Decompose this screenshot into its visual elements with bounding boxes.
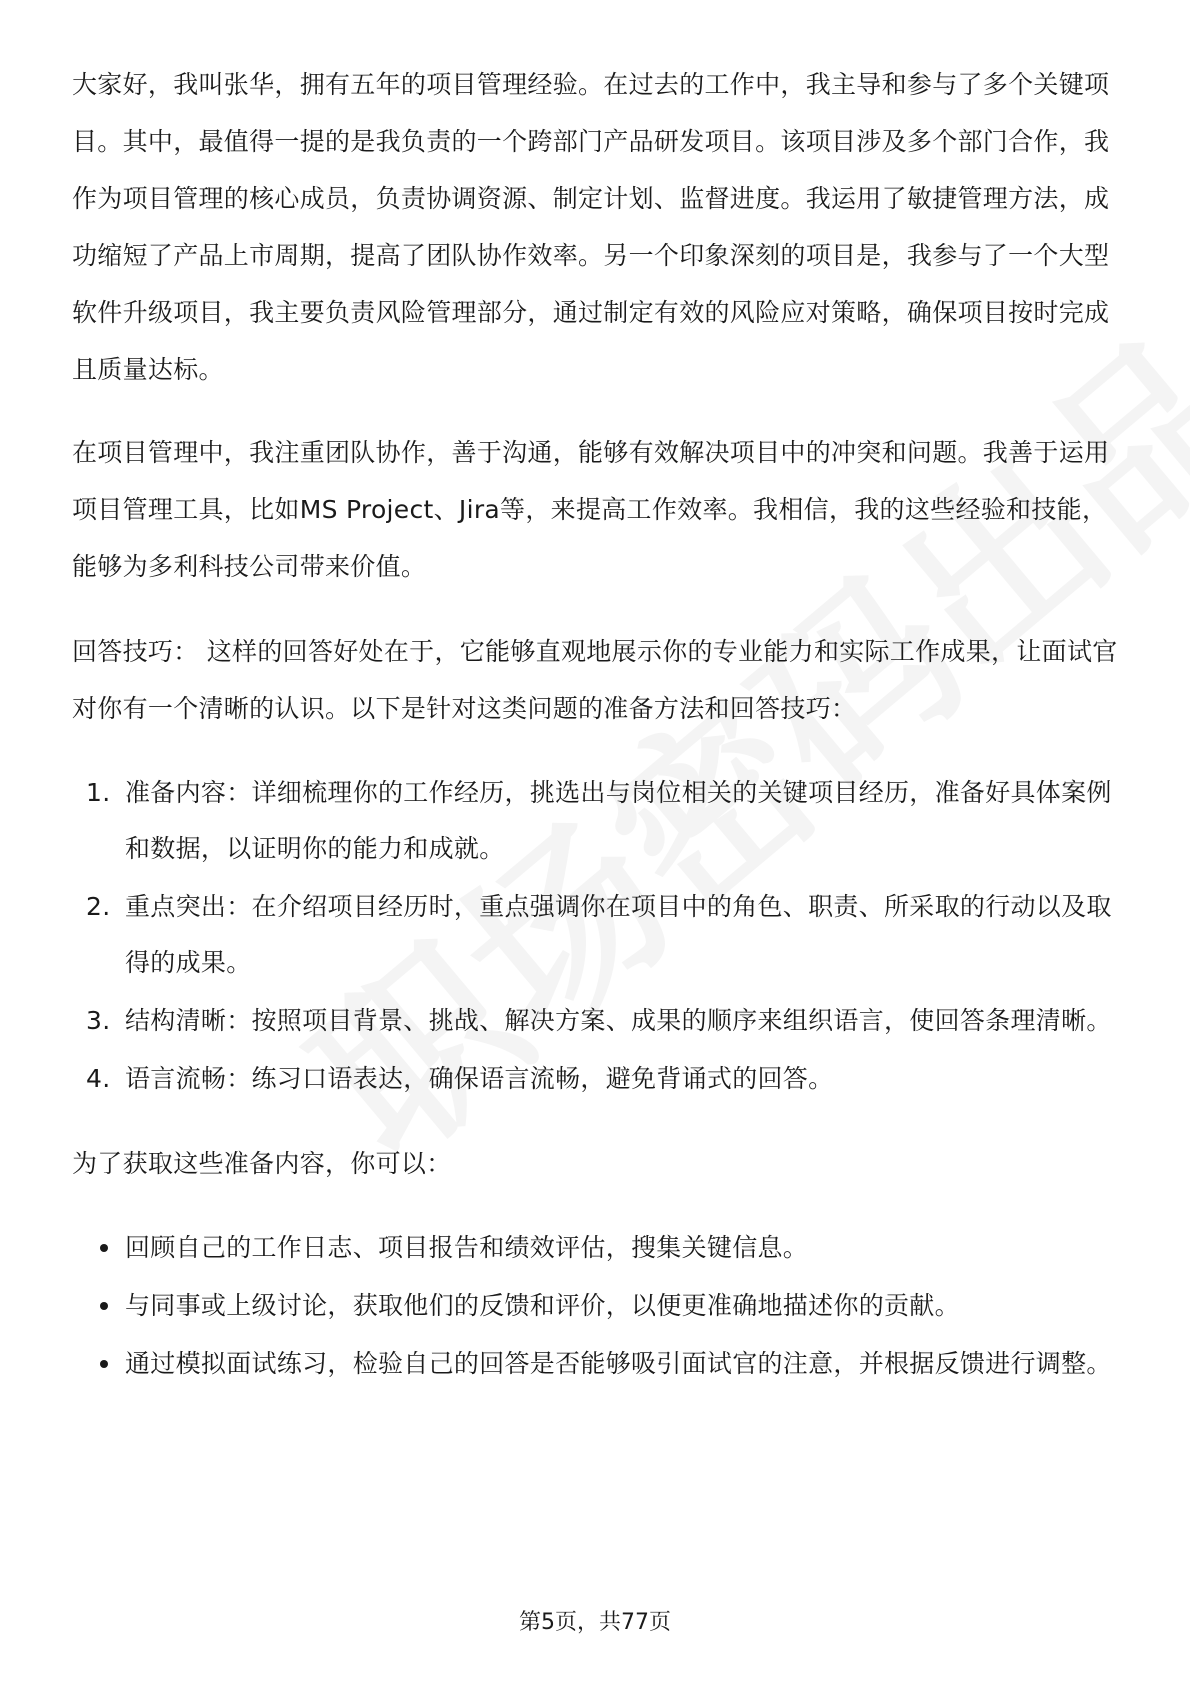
list-number: 2. — [86, 892, 111, 921]
list-number: 3. — [86, 1006, 111, 1035]
prep-intro-paragraph: 为了获取这些准备内容，你可以： — [72, 1149, 452, 1178]
list-item-text: 与同事或上级讨论，获取他们的反馈和评价，以便更准确地描述你的贡献。 — [125, 1291, 960, 1320]
list-number: 4. — [86, 1064, 111, 1093]
tips-intro-paragraph: 回答技巧： 这样的回答好处在于，它能够直观地展示你的专业能力和实际工作成果，让面试官对你有一个清晰的认识。以下是针对这类问题的准备方法和回答技巧： — [72, 637, 1118, 723]
list-item — [72, 1220, 1122, 1276]
bullet-icon — [100, 1360, 108, 1368]
list-item — [72, 993, 1122, 1049]
list-item-text: 语言流畅：练习口语表达，确保语言流畅，避免背诵式的回答。 — [125, 1064, 834, 1093]
bullet-icon — [100, 1244, 108, 1252]
list-item-text: 结构清晰：按照项目背景、挑战、解决方案、成果的顺序来组织语言，使回答条理清晰。 — [125, 1006, 1112, 1035]
list-item-text: 回顾自己的工作日志、项目报告和绩效评估，搜集关键信息。 — [125, 1233, 809, 1262]
intro-paragraph: 大家好，我叫张华，拥有五年的项目管理经验。在过去的工作中，我主导和参与了多个关键项目。其中，最值得一提的是我负责的一个跨部门产品研发项目。该项目涉及多个部门合作，我作为项目管理的核心成员，负责协调资源、制定计划、监督进度。我运用了敏捷管理方法，成功缩短了产品上市周期，提高了团队协作效率。另一个印象深刻的项目是，我参与了一个大型软件升级项目，我主要负责风险管理部分，通过制定有效的风险应对策略，确保项目按时完成且质量达标。 — [72, 70, 1110, 384]
page-content — [72, 56, 1122, 1394]
tips-list — [72, 765, 1122, 1107]
list-item — [72, 1278, 1122, 1334]
bullet-icon — [100, 1302, 108, 1310]
page-number-footer: 第5页，共77页 — [519, 1610, 671, 1635]
list-number: 1. — [86, 778, 111, 807]
list-item — [72, 1336, 1122, 1392]
prep-bullet-list — [72, 1220, 1122, 1392]
skills-paragraph: 在项目管理中，我注重团队协作，善于沟通，能够有效解决项目中的冲突和问题。我善于运用项目管理工具，比如MS Project、Jira等，来提高工作效率。我相信，我的这些经验和技能，能够为多利科技公司带来价值。 — [72, 438, 1110, 581]
list-item-text: 通过模拟面试练习，检验自己的回答是否能够吸引面试官的注意，并根据反馈进行调整。 — [125, 1349, 1112, 1378]
list-item-text: 重点突出：在介绍项目经历时，重点强调你在项目中的角色、职责、所采取的行动以及取得的成果。 — [125, 892, 1112, 977]
list-item — [72, 765, 1122, 877]
list-item — [72, 879, 1122, 991]
list-item — [72, 1051, 1122, 1107]
list-item-text: 准备内容：详细梳理你的工作经历，挑选出与岗位相关的关键项目经历，准备好具体案例和数据，以证明你的能力和成就。 — [125, 778, 1112, 863]
